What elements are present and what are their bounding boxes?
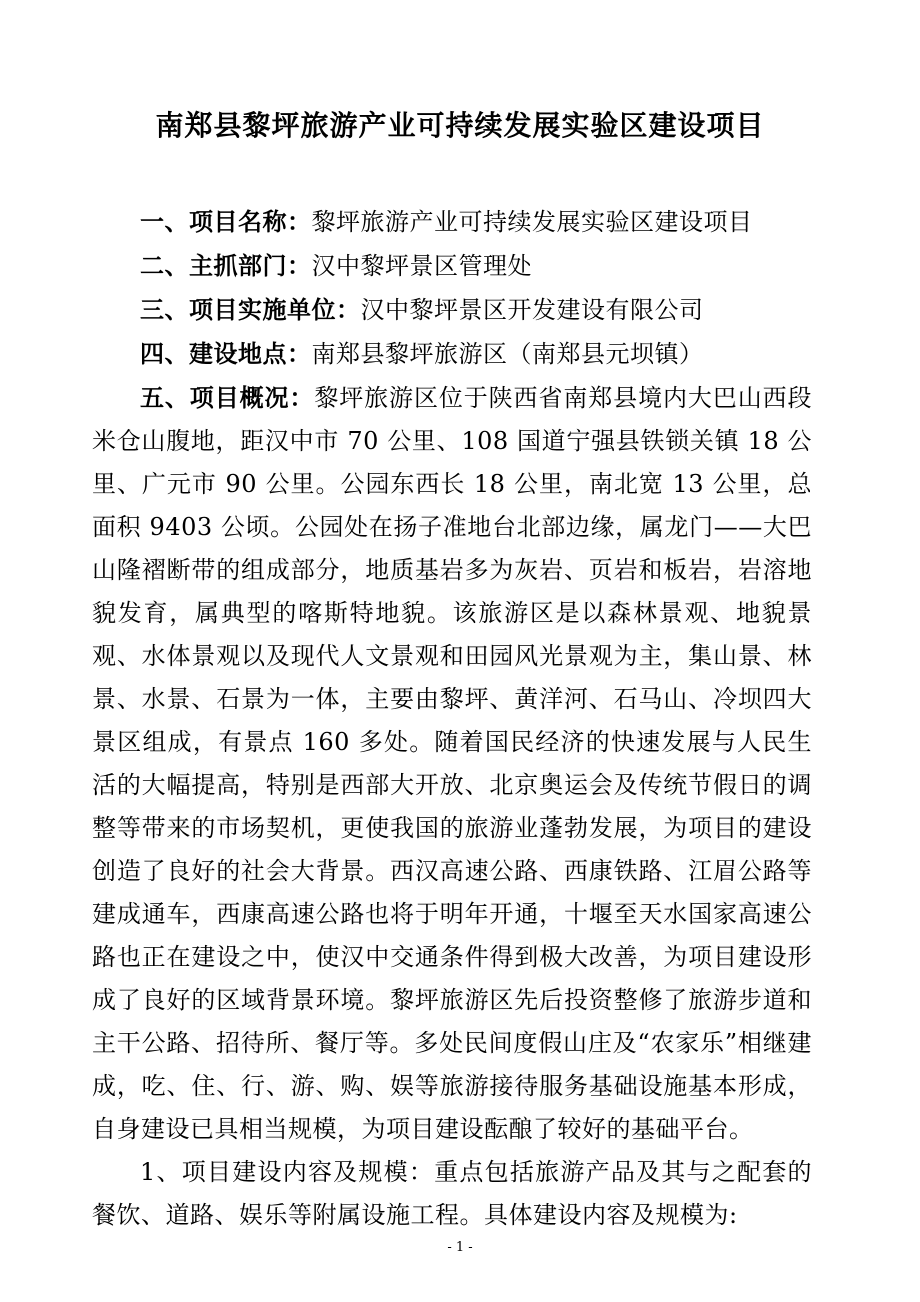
page-number: - 1 - (447, 1240, 473, 1255)
item-location (92, 332, 812, 376)
document-body (92, 200, 812, 1237)
item-label: 一、项目名称： (140, 207, 312, 236)
item-label: 四、建设地点： (140, 339, 312, 368)
item-label: 五、项目概况： (140, 383, 315, 412)
item-value: 南郑县黎坪旅游区（南郑县元坝镇） (311, 340, 704, 368)
section-1-paragraph: 1、项目建设内容及规模：重点包括旅游产品及其与之配套的餐饮、道路、娱乐等附属设施工程。具体建设内容及规模为: (92, 1158, 812, 1229)
item-overview (92, 376, 812, 1151)
item-label: 二、主抓部门： (140, 251, 312, 280)
item-value: 黎坪旅游区位于陕西省南郑县境内大巴山西段米仓山腹地，距汉中市 70 公里、108 国道宁强县铁锁关镇 18 公里、广元市 90 公里。公园东西长 18 公里，南北宽 13 公里，总面积 9403 公顷。公园处在扬子准地台北部边缘，属龙门——大巴山隆褶断带的组成部分，地质基岩多为灰岩、页岩和板岩，岩溶地貌发育，属典型的喀斯特地貌。该旅游区是以森林景观、地貌景观、水体景观以及现代人文景观和田园风光景观为主，集山景、林景、水景、石景为一体，主要由黎坪、黄洋河、石马山、冷坝四大景区组成，有景点 160 多处。随着国民经济的快速发展与人民生活的大幅提高，特别是西部大开放、北京奥运会及传统节假日的调整等带来的市场契机，更使我国的旅游业蓬勃发展，为项目的建设创造了良好的社会大背景。西汉高速公路、西康铁路、江眉公路等建成通车，西康高速公路也将于明年开通，十堰至天水国家高速公路也正在建设之中，使汉中交通条件得到极大改善，为项目建设形成了良好的区域背景环境。黎坪旅游区先后投资整修了旅游步道和主干公路、招待所、餐厅等。多处民间度假山庄及“农家乐”相继建成，吃、住、行、游、购、娱等旅游接待服务基础设施基本形成，自身建设已具相当规模，为项目建设酝酿了较好的基础平台。 (92, 384, 812, 1143)
item-label: 三、项目实施单位： (140, 295, 361, 324)
item-department (92, 244, 812, 288)
item-value: 汉中黎坪景区管理处 (311, 252, 532, 280)
item-project-name (92, 200, 812, 244)
document-title: 南郑县黎坪旅游产业可持续发展实验区建设项目 (155, 109, 765, 142)
item-value: 黎坪旅游产业可持续发展实验区建设项目 (311, 208, 753, 236)
item-implementer (92, 288, 812, 332)
item-value: 汉中黎坪景区开发建设有限公司 (360, 296, 704, 324)
